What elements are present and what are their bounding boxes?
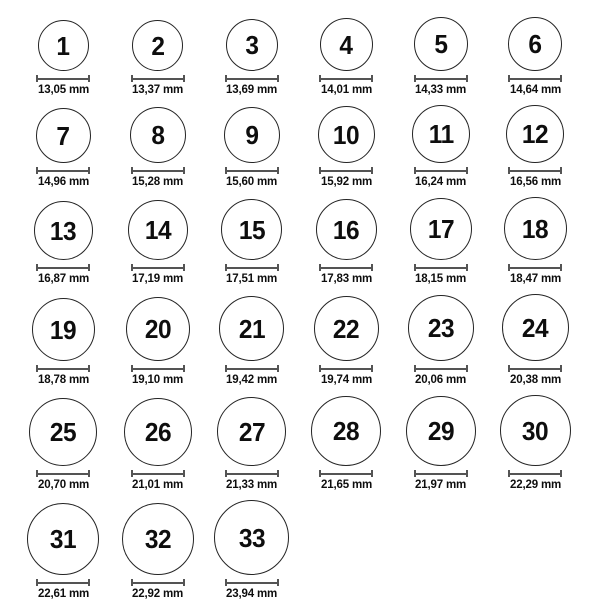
- size-number: 1: [56, 30, 70, 61]
- ring-size-cell: [488, 105, 582, 187]
- measure-left-tick: [225, 264, 227, 271]
- measure-left-tick: [319, 167, 321, 174]
- ring-size-cell: [16, 20, 110, 95]
- ring-size-cell: [299, 296, 393, 385]
- size-circle: [32, 298, 95, 361]
- diameter-label: 16,87 mm: [37, 271, 89, 285]
- measure-left-tick: [36, 365, 38, 372]
- size-number: 21: [238, 313, 266, 344]
- ring-size-cell: [394, 295, 488, 385]
- diameter-label: 15,28 mm: [132, 174, 184, 188]
- diameter-measure-line: [131, 167, 185, 174]
- size-number: 7: [56, 120, 70, 151]
- ring-size-cell: [488, 17, 582, 95]
- size-circle: [224, 107, 280, 163]
- measure-right-tick: [277, 470, 279, 477]
- size-circle: [314, 296, 379, 361]
- measure-right-tick: [371, 167, 373, 174]
- measure-left-tick: [36, 470, 38, 477]
- measure-left-tick: [319, 470, 321, 477]
- size-number: 12: [522, 119, 549, 149]
- ring-size-cell: [205, 19, 299, 95]
- diameter-label: 21,97 mm: [415, 477, 467, 491]
- diameter-label: 20,38 mm: [509, 372, 561, 386]
- ring-size-cell: [299, 18, 393, 95]
- measure-right-tick: [88, 264, 90, 271]
- diameter-label: 22,29 mm: [509, 477, 561, 491]
- diameter-measure-line: [131, 365, 185, 372]
- diameter-label: 22,61 mm: [37, 586, 89, 600]
- diameter-measure-line: [319, 167, 373, 174]
- size-number: 6: [528, 29, 542, 59]
- size-number: 29: [427, 416, 454, 446]
- measure-right-tick: [277, 579, 279, 586]
- measure-right-tick: [277, 75, 279, 82]
- measure-right-tick: [560, 365, 562, 372]
- size-row: [16, 395, 584, 490]
- diameter-label: 17,83 mm: [320, 271, 372, 285]
- size-number: 31: [50, 524, 77, 554]
- diameter-label: 17,19 mm: [132, 271, 184, 285]
- size-number: 16: [333, 214, 360, 245]
- measure-right-tick: [88, 579, 90, 586]
- ring-size-cell: [299, 199, 393, 284]
- diameter-label: 15,92 mm: [320, 174, 372, 188]
- measure-left-tick: [508, 167, 510, 174]
- measure-right-tick: [560, 264, 562, 271]
- diameter-measure-line: [414, 365, 468, 372]
- measure-left-tick: [131, 264, 133, 271]
- ring-size-cell: [110, 398, 204, 490]
- diameter-label: 15,60 mm: [226, 174, 278, 188]
- measure-left-tick: [508, 365, 510, 372]
- diameter-label: 14,33 mm: [415, 82, 467, 96]
- size-number: 18: [522, 213, 549, 244]
- size-number: 28: [333, 416, 360, 446]
- diameter-label: 23,94 mm: [226, 586, 278, 600]
- ring-size-cell: [205, 397, 299, 490]
- size-number: 13: [50, 215, 77, 246]
- diameter-measure-line: [225, 75, 279, 82]
- size-circle: [311, 396, 381, 466]
- ring-size-cell: [299, 106, 393, 187]
- diameter-measure-line: [36, 470, 90, 477]
- ring-size-cell: [110, 200, 204, 284]
- measure-right-tick: [277, 167, 279, 174]
- measure-left-tick: [131, 75, 133, 82]
- diameter-measure-line: [36, 167, 90, 174]
- measure-left-tick: [225, 365, 227, 372]
- measure-left-tick: [319, 365, 321, 372]
- ring-size-cell: [110, 297, 204, 385]
- diameter-measure-line: [225, 167, 279, 174]
- ring-size-cell: [394, 198, 488, 284]
- size-circle: [500, 395, 571, 466]
- size-circle: [504, 197, 567, 260]
- diameter-measure-line: [225, 264, 279, 271]
- diameter-measure-line: [319, 365, 373, 372]
- measure-left-tick: [508, 264, 510, 271]
- ring-size-cell: [488, 395, 582, 490]
- measure-left-tick: [36, 75, 38, 82]
- size-circle: [124, 398, 192, 466]
- ring-size-cell: [205, 296, 299, 385]
- measure-right-tick: [466, 167, 468, 174]
- diameter-measure-line: [414, 264, 468, 271]
- measure-left-tick: [131, 470, 133, 477]
- measure-right-tick: [560, 167, 562, 174]
- measure-right-tick: [371, 470, 373, 477]
- size-number: 9: [245, 120, 259, 150]
- size-number: 3: [245, 30, 259, 60]
- measure-right-tick: [183, 264, 185, 271]
- size-circle: [128, 200, 188, 260]
- ring-size-cell: [110, 503, 204, 599]
- measure-left-tick: [319, 264, 321, 271]
- measure-left-tick: [131, 365, 133, 372]
- diameter-measure-line: [225, 579, 279, 586]
- size-circle: [221, 199, 282, 260]
- size-circle: [217, 397, 286, 466]
- size-circle: [34, 201, 93, 260]
- measure-left-tick: [131, 579, 133, 586]
- measure-right-tick: [371, 75, 373, 82]
- ring-size-cell: [16, 108, 110, 187]
- diameter-measure-line: [508, 167, 562, 174]
- ring-size-cell: [110, 20, 204, 95]
- ring-size-cell: [394, 105, 488, 187]
- diameter-measure-line: [414, 167, 468, 174]
- size-circle: [130, 107, 186, 163]
- measure-right-tick: [88, 167, 90, 174]
- size-number: 5: [434, 29, 448, 59]
- size-circle: [122, 503, 194, 575]
- size-row: [16, 17, 584, 95]
- diameter-label: 18,15 mm: [415, 271, 467, 285]
- size-circle: [38, 20, 89, 71]
- diameter-label: 14,96 mm: [37, 174, 89, 188]
- measure-right-tick: [560, 75, 562, 82]
- diameter-label: 21,01 mm: [132, 477, 184, 491]
- measure-left-tick: [225, 470, 227, 477]
- diameter-label: 19,74 mm: [320, 372, 372, 386]
- size-circle: [414, 17, 468, 71]
- diameter-measure-line: [508, 470, 562, 477]
- size-number: 30: [522, 415, 549, 446]
- size-number: 8: [151, 120, 165, 150]
- size-row: [16, 294, 584, 385]
- size-number: 10: [333, 119, 360, 150]
- size-circle: [226, 19, 278, 71]
- diameter-measure-line: [36, 579, 90, 586]
- diameter-label: 20,06 mm: [415, 372, 467, 386]
- ring-size-cell: [16, 503, 110, 599]
- measure-left-tick: [225, 167, 227, 174]
- measure-right-tick: [466, 470, 468, 477]
- size-row: [16, 105, 584, 187]
- measure-right-tick: [371, 365, 373, 372]
- measure-left-tick: [36, 264, 38, 271]
- measure-right-tick: [466, 264, 468, 271]
- measure-left-tick: [36, 579, 38, 586]
- size-number: 27: [238, 416, 266, 447]
- measure-right-tick: [466, 75, 468, 82]
- measure-left-tick: [508, 470, 510, 477]
- diameter-label: 14,64 mm: [509, 82, 561, 96]
- size-circle: [508, 17, 562, 71]
- diameter-label: 13,05 mm: [37, 82, 89, 96]
- size-number: 2: [151, 30, 165, 61]
- size-number: 14: [144, 215, 171, 245]
- size-circle: [126, 297, 190, 361]
- ring-size-cell: [205, 199, 299, 284]
- diameter-measure-line: [225, 470, 279, 477]
- ring-size-cell: [488, 197, 582, 284]
- diameter-measure-line: [508, 365, 562, 372]
- size-circle: [316, 199, 377, 260]
- diameter-label: 13,37 mm: [132, 82, 184, 96]
- ring-size-cell: [205, 107, 299, 187]
- diameter-measure-line: [36, 264, 90, 271]
- measure-right-tick: [183, 365, 185, 372]
- measure-right-tick: [88, 365, 90, 372]
- diameter-measure-line: [319, 264, 373, 271]
- size-number: 26: [144, 417, 171, 447]
- diameter-measure-line: [131, 264, 185, 271]
- size-circle: [406, 396, 476, 466]
- measure-right-tick: [371, 264, 373, 271]
- diameter-measure-line: [36, 75, 90, 82]
- ring-size-cell: [16, 298, 110, 385]
- size-circle: [412, 105, 470, 163]
- size-number: 32: [144, 524, 171, 554]
- ring-size-cell: [488, 294, 582, 385]
- diameter-measure-line: [414, 470, 468, 477]
- size-number: 11: [428, 119, 454, 149]
- measure-right-tick: [277, 264, 279, 271]
- size-circle: [408, 295, 474, 361]
- size-circle: [318, 106, 375, 163]
- measure-right-tick: [88, 470, 90, 477]
- measure-left-tick: [414, 264, 416, 271]
- size-circle: [506, 105, 564, 163]
- measure-left-tick: [225, 579, 227, 586]
- measure-left-tick: [319, 75, 321, 82]
- diameter-label: 16,56 mm: [509, 174, 561, 188]
- diameter-label: 19,10 mm: [132, 372, 184, 386]
- measure-left-tick: [508, 75, 510, 82]
- diameter-label: 14,01 mm: [320, 82, 372, 96]
- diameter-label: 22,92 mm: [132, 586, 184, 600]
- diameter-measure-line: [414, 75, 468, 82]
- measure-left-tick: [131, 167, 133, 174]
- diameter-label: 21,65 mm: [320, 477, 372, 491]
- ring-size-cell: [394, 396, 488, 490]
- measure-left-tick: [36, 167, 38, 174]
- diameter-label: 18,47 mm: [509, 271, 561, 285]
- diameter-measure-line: [508, 264, 562, 271]
- measure-right-tick: [183, 579, 185, 586]
- measure-right-tick: [277, 365, 279, 372]
- size-number: 15: [238, 214, 266, 245]
- diameter-label: 16,24 mm: [415, 174, 467, 188]
- diameter-measure-line: [131, 75, 185, 82]
- size-row: [16, 197, 584, 284]
- measure-left-tick: [414, 365, 416, 372]
- diameter-label: 21,33 mm: [226, 477, 278, 491]
- size-circle: [219, 296, 284, 361]
- ring-size-cell: [110, 107, 204, 187]
- diameter-measure-line: [131, 470, 185, 477]
- diameter-label: 13,69 mm: [226, 82, 278, 96]
- measure-right-tick: [183, 75, 185, 82]
- size-number: 25: [50, 417, 77, 447]
- measure-right-tick: [183, 167, 185, 174]
- measure-left-tick: [414, 470, 416, 477]
- diameter-measure-line: [508, 75, 562, 82]
- diameter-measure-line: [319, 75, 373, 82]
- size-circle: [410, 198, 472, 260]
- size-number: 24: [522, 312, 549, 343]
- ring-size-cell: [299, 396, 393, 490]
- size-circle: [27, 503, 99, 575]
- diameter-label: 18,78 mm: [37, 372, 89, 386]
- measure-right-tick: [183, 470, 185, 477]
- diameter-label: 20,70 mm: [37, 477, 89, 491]
- measure-left-tick: [414, 167, 416, 174]
- ring-size-cell: [16, 398, 110, 490]
- size-circle: [502, 294, 569, 361]
- measure-right-tick: [466, 365, 468, 372]
- ring-size-cell: [205, 500, 299, 599]
- diameter-measure-line: [319, 470, 373, 477]
- diameter-measure-line: [131, 579, 185, 586]
- size-row: [16, 500, 584, 599]
- size-circle: [36, 108, 91, 163]
- ring-size-cell: [16, 201, 110, 284]
- size-number: 20: [144, 314, 171, 344]
- diameter-label: 17,51 mm: [226, 271, 278, 285]
- size-number: 4: [339, 29, 353, 60]
- diameter-measure-line: [36, 365, 90, 372]
- diameter-label: 19,42 mm: [226, 372, 278, 386]
- size-circle: [132, 20, 183, 71]
- size-number: 33: [238, 522, 266, 553]
- size-number: 22: [333, 313, 360, 344]
- measure-left-tick: [414, 75, 416, 82]
- size-circle: [29, 398, 97, 466]
- diameter-measure-line: [225, 365, 279, 372]
- measure-right-tick: [88, 75, 90, 82]
- size-circle: [214, 500, 289, 575]
- measure-left-tick: [225, 75, 227, 82]
- size-number: 17: [427, 214, 454, 244]
- size-number: 23: [427, 313, 454, 343]
- size-circle: [320, 18, 373, 71]
- ring-size-cell: [394, 17, 488, 95]
- size-number: 19: [50, 314, 77, 345]
- measure-right-tick: [560, 470, 562, 477]
